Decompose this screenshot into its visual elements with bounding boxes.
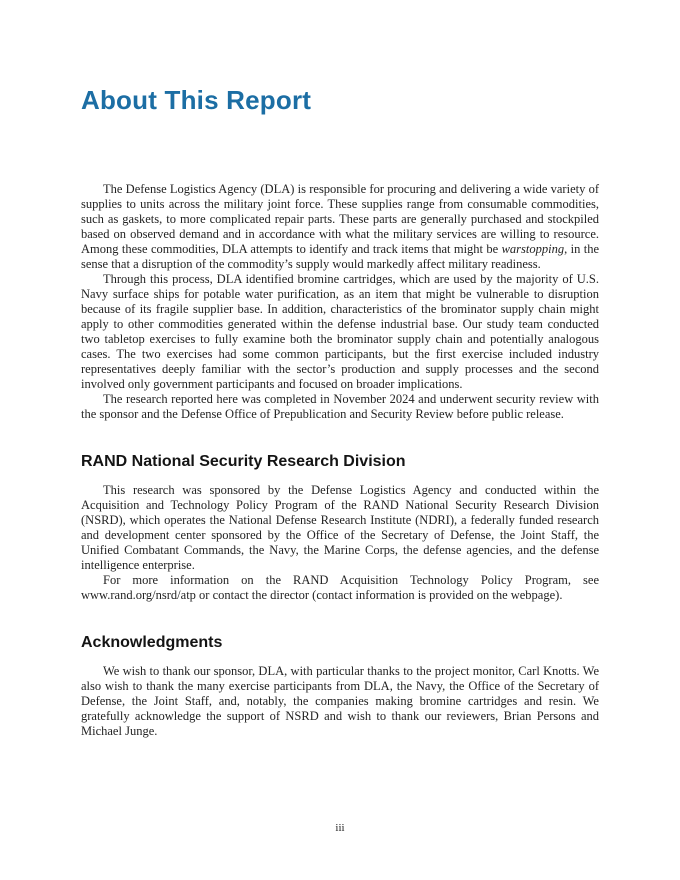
acknowledgments-section [81,664,599,739]
section-heading-acknowledgments: Acknowledgments [81,634,223,651]
paragraph: We wish to thank our sponsor, DLA, with particular thanks to the project monitor, Carl Knotts. We also wish to thank the many exercise participants from DLA, the Navy, the Office of the Secretary of Defense, the Joint Staff, and, notably, the companies making bromine cartridges and resin. We gratefully acknowledge the support of NSRD and wish to thank our reviewers, Brian Persons and Michael Junge. [81,664,599,738]
paragraph: For more information on the RAND Acquisition Technology Policy Program, see www.rand.org/nsrd/atp or contact the director (contact information is provided on the webpage). [81,573,599,602]
paragraph: Through this process, DLA identified bromine cartridges, which are used by the majority of U.S. Navy surface ships for potable water purification, as an item that might be vulnerable to disruption because of its fragile supplier base. In addition, characteristics of the brominator supply chain might apply to other commodities generated within the defense industrial base. Our study team conducted two tabletop exercises to fully examine both the brominator supply chain and potentially analogous cases. The two exercises had some common participants, but the first exercise included industry representatives deeply familiar with the sector’s production and supply processes and the second involved only government participants and focused on broader implications. [81,272,599,391]
text-run: The Defense Logistics Agency (DLA) is responsible for procuring and delivering a wide variety of supplies to units across the military joint force. These supplies range from consumable commodities, such as gaskets, to more complicated repair parts. These parts are generally purchased and stockpiled based on observed demand and in accordance with what the military services are willing to resource. Among these commodities, DLA attempts to identify and track items that might be [81,182,599,256]
paragraph: The research reported here was completed in November 2024 and underwent security review with the sponsor and the Defense Office of Prepublication and Security Review before public release. [81,392,599,421]
text-run: , in the sense that a disruption of the commodity’s supply would markedly affect military readiness. [81,242,599,271]
italic-term: warstopping [501,242,565,256]
intro-section [81,182,599,422]
paragraph: This research was sponsored by the Defense Logistics Agency and conducted within the Acquisition and Technology Policy Program of the RAND National Security Research Division (NSRD), which operates the National Defense Research Institute (NDRI), a federally funded research and development center sponsored by the Office of the Secretary of Defense, the Joint Staff, the Unified Combatant Commands, the Navy, the Marine Corps, the defense agencies, and the defense intelligence enterprise. [81,483,599,572]
nsrd-section [81,483,599,603]
page-number: iii [335,822,345,834]
paragraph [81,182,599,272]
section-heading-nsrd: RAND National Security Research Division [81,453,406,470]
page-title: About This Report [81,85,312,115]
